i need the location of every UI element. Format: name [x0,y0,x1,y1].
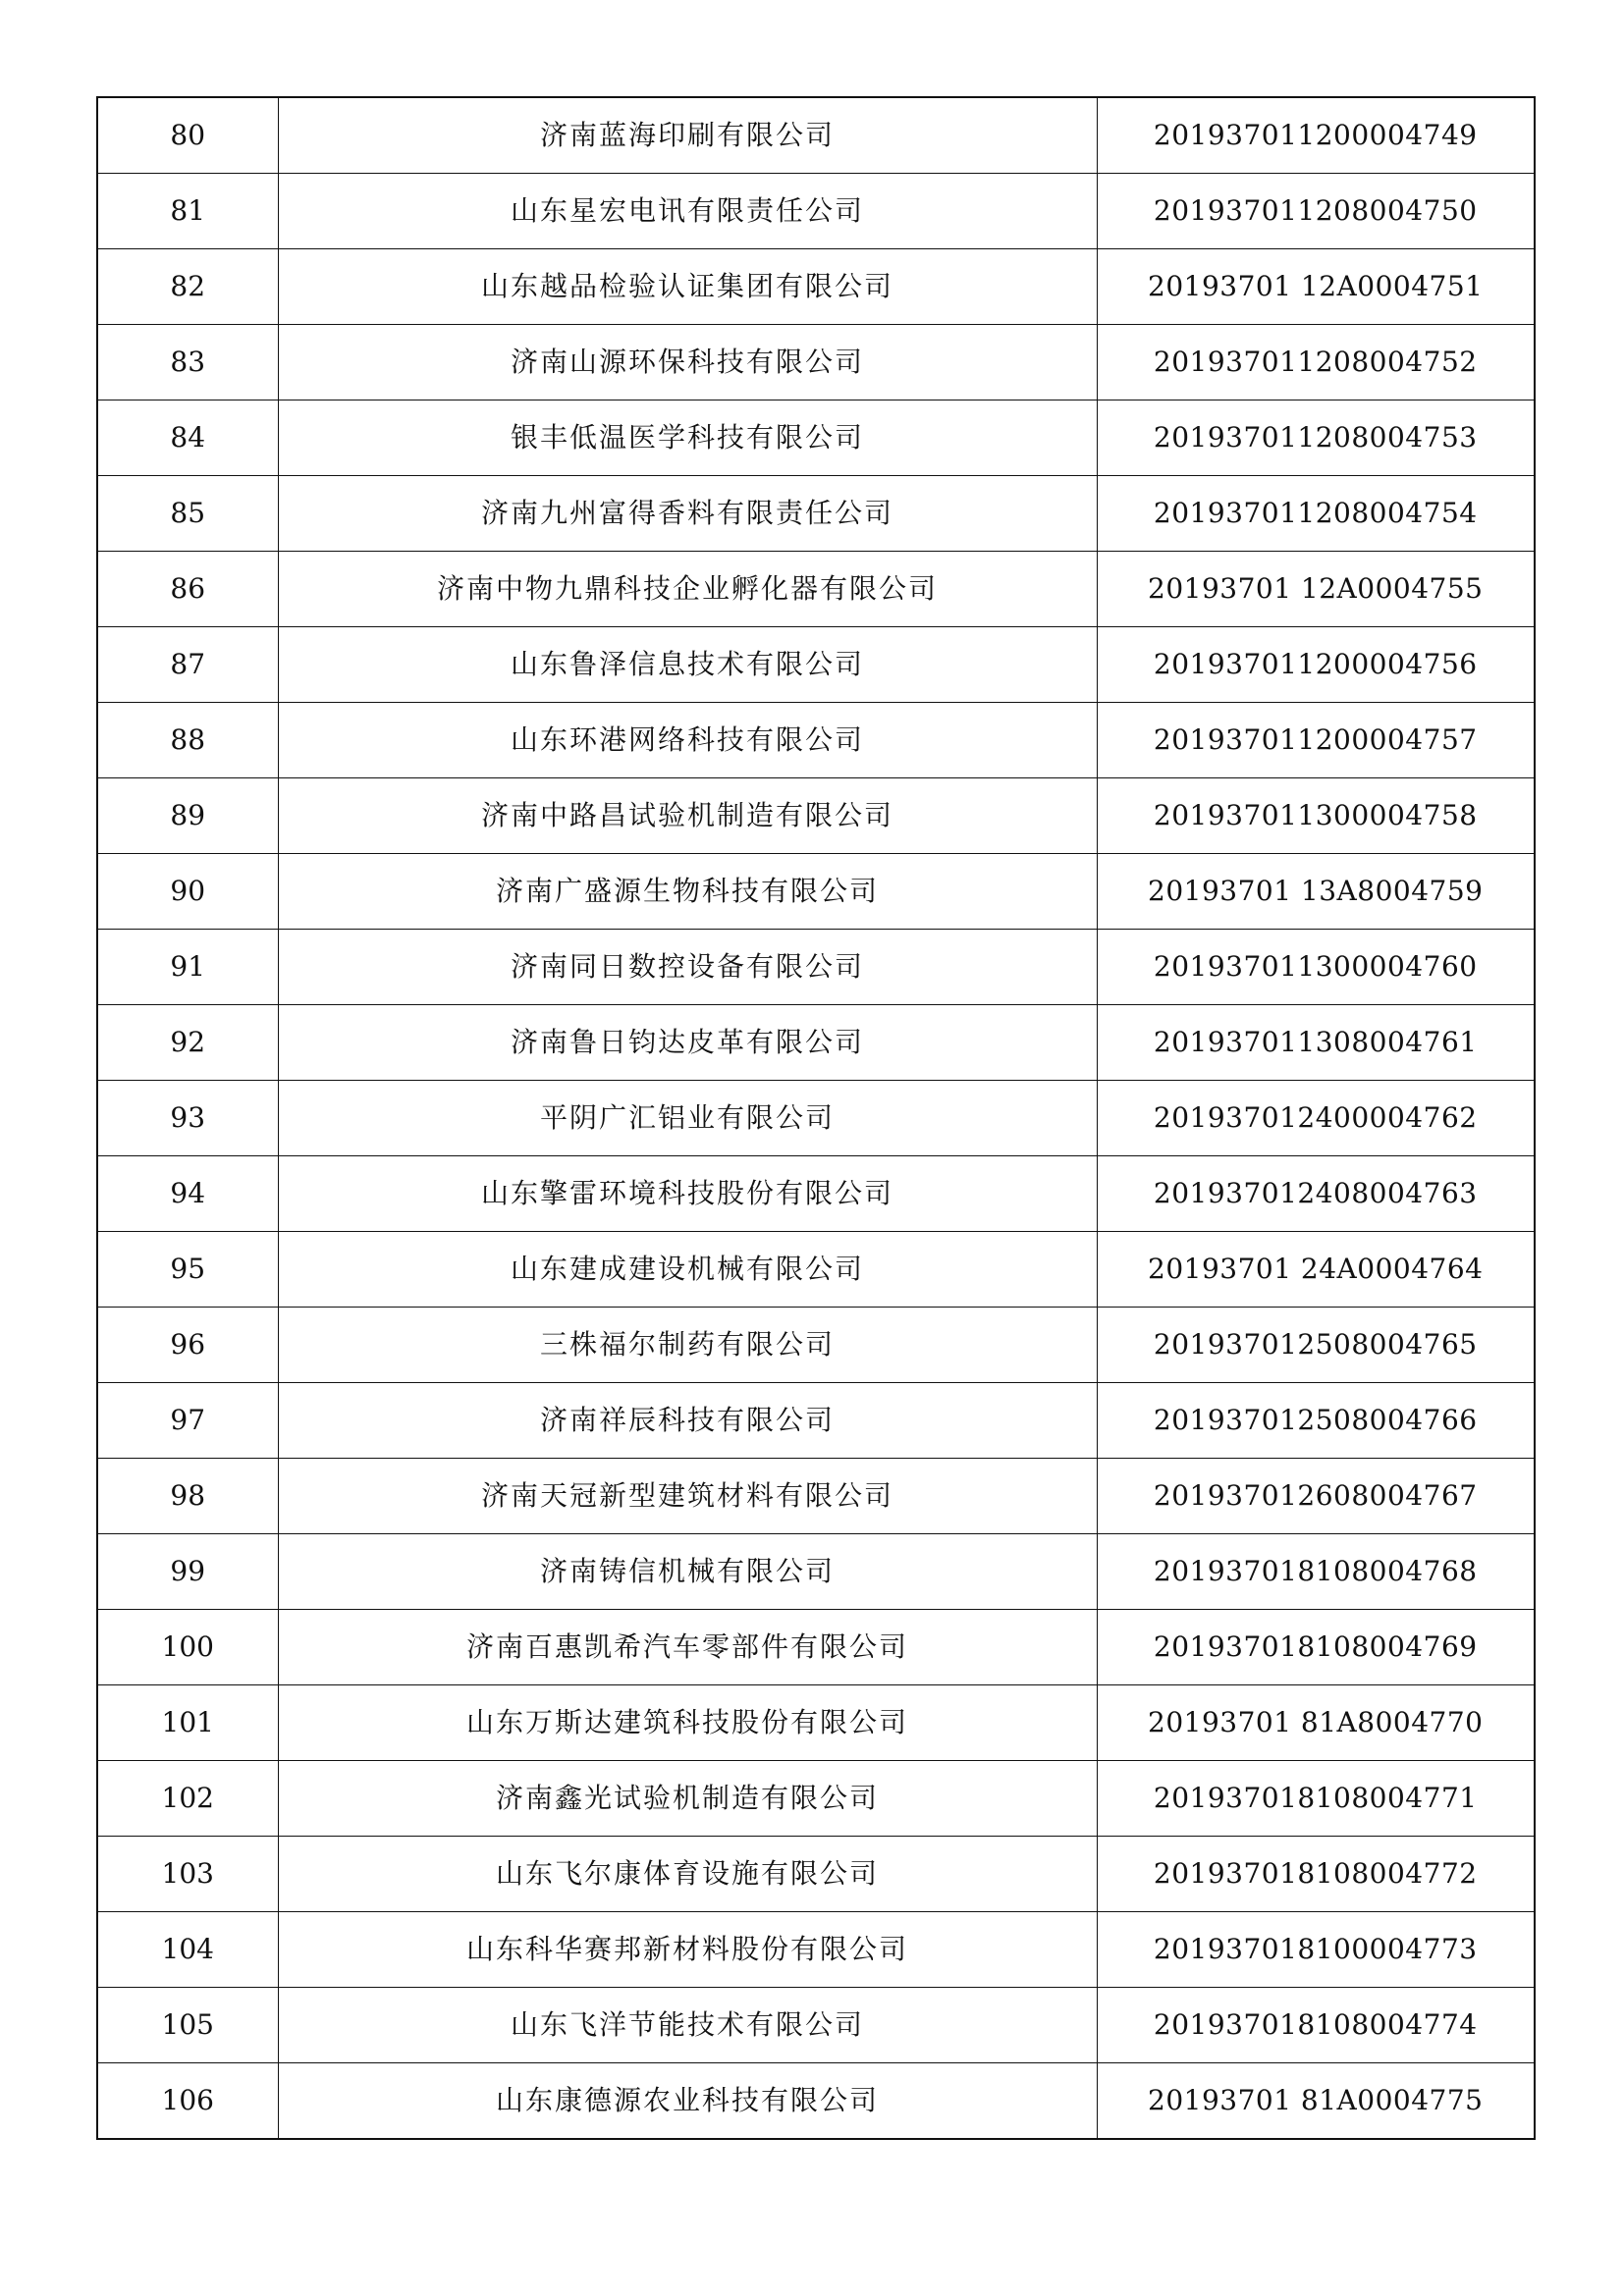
company-name-cell: 济南天冠新型建筑材料有限公司 [278,1459,1097,1534]
company-name-cell: 济南中路昌试验机制造有限公司 [278,778,1097,854]
row-number-cell: 93 [97,1081,278,1156]
company-name-cell: 山东康德源农业科技有限公司 [278,2063,1097,2140]
registration-code-cell: 201937011200004749 [1097,97,1535,174]
table-row [97,778,1535,854]
registration-code-cell: 201937018108004769 [1097,1610,1535,1685]
table-row [97,1308,1535,1383]
registration-code-cell: 201937011308004761 [1097,1005,1535,1081]
row-number-cell: 96 [97,1308,278,1383]
company-name-cell: 济南蓝海印刷有限公司 [278,97,1097,174]
company-name-cell: 济南铸信机械有限公司 [278,1534,1097,1610]
company-name-cell: 济南百惠凯希汽车零部件有限公司 [278,1610,1097,1685]
row-number-cell: 104 [97,1912,278,1988]
registration-code-cell: 201937011208004754 [1097,476,1535,552]
table-row [97,1988,1535,2063]
company-name-cell: 三株福尔制药有限公司 [278,1308,1097,1383]
registration-code-cell: 201937012508004766 [1097,1383,1535,1459]
company-name-cell: 济南广盛源生物科技有限公司 [278,854,1097,930]
row-number-cell: 85 [97,476,278,552]
table-row [97,1005,1535,1081]
registration-code-cell: 20193701 12A0004755 [1097,552,1535,627]
row-number-cell: 82 [97,249,278,325]
table-row [97,1534,1535,1610]
row-number-cell: 102 [97,1761,278,1837]
company-name-cell: 山东擎雷环境科技股份有限公司 [278,1156,1097,1232]
company-name-cell: 银丰低温医学科技有限公司 [278,400,1097,476]
table-row [97,1837,1535,1912]
registration-code-cell: 20193701 81A8004770 [1097,1685,1535,1761]
row-number-cell: 81 [97,174,278,249]
company-name-cell: 济南祥辰科技有限公司 [278,1383,1097,1459]
table-row [97,476,1535,552]
registration-code-cell: 20193701 12A0004751 [1097,249,1535,325]
company-name-cell: 山东环港网络科技有限公司 [278,703,1097,778]
table-row [97,400,1535,476]
table-row [97,249,1535,325]
table-row [97,2063,1535,2140]
registration-code-cell: 201937011208004750 [1097,174,1535,249]
table-row [97,1610,1535,1685]
row-number-cell: 80 [97,97,278,174]
registration-code-cell: 201937012508004765 [1097,1308,1535,1383]
row-number-cell: 87 [97,627,278,703]
row-number-cell: 90 [97,854,278,930]
table-row [97,627,1535,703]
company-registry-table [96,96,1536,2140]
company-name-cell: 济南山源环保科技有限公司 [278,325,1097,400]
company-name-cell: 山东科华赛邦新材料股份有限公司 [278,1912,1097,1988]
table-row [97,1383,1535,1459]
company-name-cell: 山东鲁泽信息技术有限公司 [278,627,1097,703]
company-name-cell: 山东飞洋节能技术有限公司 [278,1988,1097,2063]
row-number-cell: 83 [97,325,278,400]
registration-code-cell: 201937012608004767 [1097,1459,1535,1534]
registration-code-cell: 20193701 81A0004775 [1097,2063,1535,2140]
company-name-cell: 平阴广汇铝业有限公司 [278,1081,1097,1156]
row-number-cell: 98 [97,1459,278,1534]
company-name-cell: 山东万斯达建筑科技股份有限公司 [278,1685,1097,1761]
registration-code-cell: 201937011300004760 [1097,930,1535,1005]
registration-code-cell: 201937011300004758 [1097,778,1535,854]
row-number-cell: 89 [97,778,278,854]
table-row [97,325,1535,400]
company-name-cell: 济南同日数控设备有限公司 [278,930,1097,1005]
registration-code-cell: 201937018108004771 [1097,1761,1535,1837]
registry-table-body [97,97,1535,2139]
row-number-cell: 97 [97,1383,278,1459]
company-name-cell: 济南鑫光试验机制造有限公司 [278,1761,1097,1837]
registration-code-cell: 201937018108004774 [1097,1988,1535,2063]
row-number-cell: 92 [97,1005,278,1081]
row-number-cell: 88 [97,703,278,778]
table-row [97,1081,1535,1156]
table-row [97,1685,1535,1761]
company-name-cell: 济南中物九鼎科技企业孵化器有限公司 [278,552,1097,627]
row-number-cell: 106 [97,2063,278,2140]
table-row [97,552,1535,627]
row-number-cell: 84 [97,400,278,476]
company-name-cell: 济南九州富得香料有限责任公司 [278,476,1097,552]
table-row [97,703,1535,778]
registration-code-cell: 201937012400004762 [1097,1081,1535,1156]
registration-code-cell: 201937018108004772 [1097,1837,1535,1912]
registration-code-cell: 20193701 13A8004759 [1097,854,1535,930]
row-number-cell: 91 [97,930,278,1005]
company-name-cell: 济南鲁日钧达皮革有限公司 [278,1005,1097,1081]
table-row [97,854,1535,930]
row-number-cell: 99 [97,1534,278,1610]
row-number-cell: 86 [97,552,278,627]
table-row [97,1156,1535,1232]
registration-code-cell: 201937011200004757 [1097,703,1535,778]
row-number-cell: 100 [97,1610,278,1685]
row-number-cell: 105 [97,1988,278,2063]
company-name-cell: 山东飞尔康体育设施有限公司 [278,1837,1097,1912]
registration-code-cell: 201937012408004763 [1097,1156,1535,1232]
table-row [97,1232,1535,1308]
row-number-cell: 103 [97,1837,278,1912]
registration-code-cell: 201937018108004768 [1097,1534,1535,1610]
table-row [97,1459,1535,1534]
company-name-cell: 山东建成建设机械有限公司 [278,1232,1097,1308]
company-name-cell: 山东越品检验认证集团有限公司 [278,249,1097,325]
table-row [97,1761,1535,1837]
table-row [97,1912,1535,1988]
registration-code-cell: 201937018100004773 [1097,1912,1535,1988]
table-row [97,97,1535,174]
registration-code-cell: 20193701 24A0004764 [1097,1232,1535,1308]
table-row [97,930,1535,1005]
company-name-cell: 山东星宏电讯有限责任公司 [278,174,1097,249]
row-number-cell: 95 [97,1232,278,1308]
registration-code-cell: 201937011208004753 [1097,400,1535,476]
table-row [97,174,1535,249]
registration-code-cell: 201937011208004752 [1097,325,1535,400]
row-number-cell: 94 [97,1156,278,1232]
row-number-cell: 101 [97,1685,278,1761]
registration-code-cell: 201937011200004756 [1097,627,1535,703]
